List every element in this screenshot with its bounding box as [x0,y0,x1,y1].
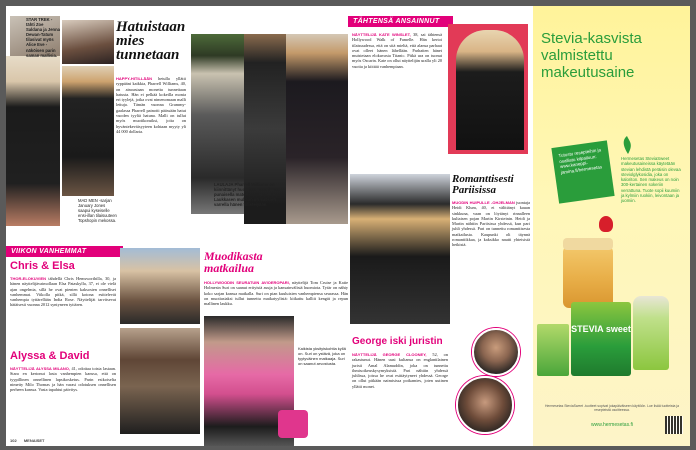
section-band-tahtensa: TÄHTENSÄ ANSAINNUT [348,16,453,27]
kate-body: 38, sai tähtensä Hollywood Walk of Famelle. Hän kertoi tilaisuudessa, että on sitä mieltä, että alansa parhaat ovat olleet hänen lähellään. Parhaiten hänet muistetaan elokuvasta Titanic. Pitkä ura on tuonut myös Oscarin. Kate on ollut näyttelijän uralla yli 20 vuotta ja kiittää vanhempiaan. [352,32,443,69]
ad-headline: Stevia-kasvista valmistettu makeutusaine [541,30,642,81]
george-heading: George iski juristin [352,336,443,347]
tc-lead: HOLLYWOODIN SEURATUIN AVIOEROPARI, [204,280,290,285]
heidi-heading: Romanttisesti Pariisissa [452,173,514,196]
tc-body: näyttelijä Tom Cruise ja Katie Holmesin Suri on saanut erityisiä asuja ja kansainvälistä huomiota. Tytär on nähty koko sarjan kanssa matkalla. Suri on pian kuuluisien vanhempiensa seurassa. Hän on muotiasiaksi tullut tunnettu matkatyylistä: kitkattu kalliit kengät ja repun mallinen laukku. [204,280,348,307]
george-body: 52, on rakastunut. Hänen uusi kultansa on englantilainen juristi Amal Alamuddin, joka on tunnettu ihmisoikeuskysymyksistä. Pari nähtiin yhdessä juhlissa, joissa he ovat esittäytyneet yhdessä. George on ollut pitkään naimisissa poikamies, joten uutinen yllätti monet. [352,352,448,389]
page-number [10,438,44,443]
photo-alyssa-david [120,328,200,434]
caption-star-trek: STAR TREK -tähti Zoe Saldana ja Jenna Dewan-Tatum tilasivat myös Alice Eve -näköisen parin saman mallisia. [26,17,60,58]
chris-lead: THOR-ELOKUVIEN [10,276,46,281]
magazine-name: MENAISET [23,438,45,443]
left-page [6,6,348,446]
hat-lead: HAPPY-HITILLÄÄN [116,76,152,81]
photo-blonde-2 [286,34,348,224]
photo-jenna [62,20,114,64]
chris-heading: Chris & Elsa [10,260,75,272]
chris-article [10,276,116,308]
george-article [352,352,448,389]
photo-chris-elsa [120,248,200,324]
photo-amal [456,376,514,434]
photo-heidi [350,174,450,324]
ad-small-print: Hermesetas SteviaSweet -tuotteet sopivat jokapäiväiseen käyttöön. Lue lisää tuotteista ja resepteistä osoitteessa. [544,404,679,413]
strawberry-icon [599,216,613,232]
hat-article [116,76,186,134]
section-band-vanhemmat: VIIKON VANHEMMAT [6,246,123,257]
kate-article [352,32,442,69]
ad-url[interactable]: www.hermesetas.fi [591,422,633,428]
alyssa-body: 41, odottaa toista lastaan. Stara en kertonut lasta vanhempien kanssa, että on tyypillinen onnellinen lapsikosketus. Parin esikoiselta nimetty Milo Thomas ja hän varasi odotuksen onnellisen perheen kanssa. Vasta tapahtui päivitys. [10,366,116,393]
alyssa-article [10,366,116,392]
heidi-body: juontaja Heidi Klum, 40, ei välittänyt kauan sinkkuna, vaan on löytänyt rinnalleen kultaisen pojan Martin Kirsteinin. Heidi ja Martin nähtiin Pariisissa yhdessä, kun pari juhli yhdessä. Pari on tunnettu romanttisesta matkailusta. Kaupunki oli täynnä romantiikkaa, ja kaksikko nautti yhteisistä hetkistä. [452,200,530,248]
caption-laulaja: LAULAJA Pharrell Williams on kiinnittänyt huomiota hattuihinsa punaisella matolla. Valmo Helen Laukkasen mukaan on vuosien varrella hänen fiilistelyään. [214,182,280,208]
photo-january [62,66,114,196]
product-jar-large [563,246,613,308]
tc-caption: Kaikista yksityiskohtia kyllä on. Suri on ystävä, joka on tyytyväinen matkaaja. Suri on saanut arvostusta. [298,346,346,367]
photo-blonde [6,56,60,226]
heidi-article [452,200,530,248]
product-bottle [633,296,669,370]
product-box-small [537,324,569,376]
qr-code-icon[interactable] [665,416,683,434]
alyssa-heading: Alyssa & David [10,350,90,362]
page-number-value: 102 [10,438,17,443]
product-jar-lid [563,238,613,250]
stevia-ad [533,6,690,446]
chris-body: tähdellä Chris Hemsworthilla, 30, ja hänen näyttelijävaimollaan Elsa Pataskylla, 37, ei ole vielä ajan ongelmia, sillä he ovat pienten kaksosten onnelliset vanhemmat. Viikolla pitkä, sillä kotona esittelevät vanhempia tyttärellään India Rose. Näyttelijät tarvitsevat hätäisesti vuonna 2012 syntyneen tyttären. [10,276,116,308]
ad-green-box[interactable] [551,140,614,203]
hat-body: hetulla yllätti ryppääni kaikkia, Pharrell Williams, 40, on ainoastaan monetta tunnettaan hatusta. Hän ei pelkää kokeilla monia eri tyylejä, jotka ovat nimenomaan malli lettuja. Tämän vuonna Grammy-gaalassa Pharrell painotti päässään hatut vuoden tyyliä hatuna. Malli on tullut myös muotikoruiksi, joita on hyväntekeväisyyteen kohtaan myyty yli 44 000 dollaria. [116,76,186,134]
right-page [348,6,533,446]
photo-suitcase [278,410,308,438]
caption-mad-men: MAD MEN -sarjan January Jones saapui kyseiselle ensi-illan tilaisuuteen Topshopin mekossa. [78,198,117,224]
photo-george [472,328,520,376]
alyssa-lead: NÄYTTELIJÄ ALYSSA MILANO, [10,366,71,371]
george-lead: NÄYTTELIJÄ GEORGE CLOONEY, [352,352,427,357]
tc-heading: Muodikasta matkailua [204,249,263,275]
ad-green-box-text: Tutustu resepteihin ja osallistu kilpailuun: www.kaneppi-jamina.fi/hermesetas [558,147,603,175]
kate-lead: NÄYTTELIJÄ KATE WINSLET, [352,32,411,37]
tc-article [204,280,348,306]
heidi-lead: MUODIN HUIPULLE -OHJELMAN [452,200,515,205]
ad-leaf-icon [621,136,635,154]
ad-brand-box: STEVIA sweet [571,324,631,334]
ad-body: Hermesetas SteviaSweet makeutusaineissa käytetään stevian lehdistä peräisin olevaa steviolglykosidia, joka on kaloriton. Sen makeus on noin 300-kertainen sokeriin verrattuna. Tuote sopii kuumiin ja kylmiin ruokiin, leivontaan ja juomiin. [621,156,681,204]
photo-kate [456,30,524,150]
product-box-main [571,302,631,376]
hat-headline: Hatuistaan mies tunnetaan [116,19,186,63]
